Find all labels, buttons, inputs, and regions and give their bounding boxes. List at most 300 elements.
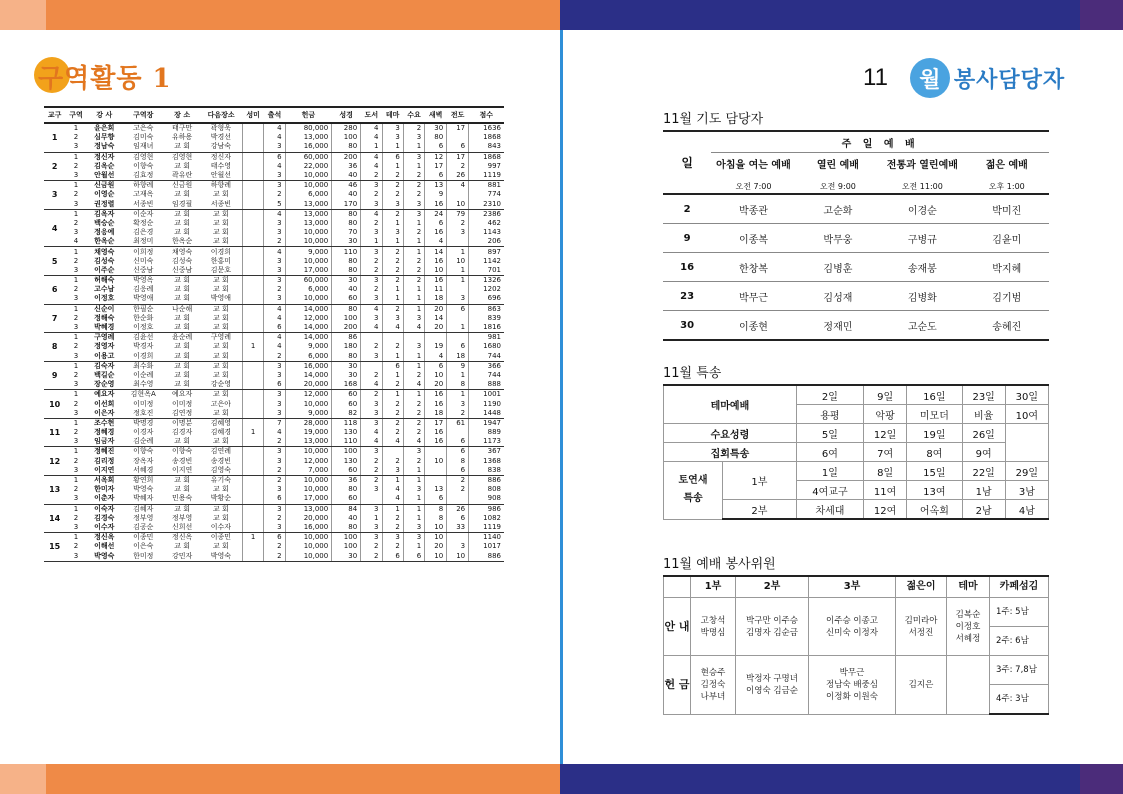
table-cell: 80 — [332, 485, 361, 494]
table-row — [663, 282, 1049, 311]
table-cell: 80 — [332, 209, 361, 219]
table-cell: 교 회 — [212, 342, 229, 351]
table-cell: 3 — [65, 466, 86, 476]
table-cell: 3 — [361, 314, 382, 323]
table-cell: 2 — [73, 133, 79, 142]
table-cell: 10,000 — [285, 485, 332, 494]
value-cell: 어옥회 — [907, 500, 962, 520]
table-row — [44, 285, 504, 294]
table-cell: 2 — [361, 171, 382, 181]
table-row — [44, 314, 504, 323]
table-cell: 84 — [332, 504, 361, 514]
column-header: 새벽 — [425, 107, 447, 123]
table-cell: 6 — [425, 142, 447, 152]
table-cell — [242, 361, 263, 371]
table-cell: 정호진 — [122, 409, 165, 419]
header-cell: 3부 — [809, 576, 896, 598]
table-cell — [242, 457, 263, 466]
table-cell: 하향례 — [133, 181, 154, 190]
table-cell: 3 — [382, 533, 403, 543]
table-cell: 1 — [382, 352, 403, 362]
table-cell — [242, 466, 263, 476]
table-cell: 10,000 — [285, 257, 332, 266]
service-name: 아침을 여는 예배 — [716, 160, 791, 171]
table-cell: 정신자 — [94, 152, 115, 161]
table-cell: 1 — [403, 285, 424, 294]
table-cell: 이수자 — [200, 523, 243, 533]
value-cell: 11여 — [864, 481, 907, 500]
table-cell: 13,000 — [285, 200, 332, 210]
cafe-cell: 2주: 6남 — [990, 627, 1049, 656]
table-cell: 2 — [361, 342, 382, 351]
table-cell: 이종민 — [133, 533, 154, 542]
table-cell: 한미자 — [94, 485, 115, 494]
table-cell: 이미정 — [172, 399, 193, 408]
table-cell: 2 — [382, 380, 403, 390]
table-cell: 1 — [361, 237, 382, 247]
offering-label: 헌 금 — [664, 656, 691, 715]
table-cell: 40 — [332, 514, 361, 523]
table-cell: 981 — [469, 333, 504, 343]
table-cell: 110 — [332, 247, 361, 257]
table-cell: 6 — [447, 142, 469, 152]
table-cell: 200 — [332, 323, 361, 333]
value-cell: 차세대 — [796, 500, 863, 520]
table-cell: 3 — [65, 294, 86, 304]
table-cell: 6 — [447, 437, 469, 447]
table-cell: 2 — [447, 475, 469, 485]
table-cell: 1 — [403, 504, 424, 514]
table-cell — [242, 475, 263, 485]
table-cell: 교 회 — [212, 285, 229, 294]
table-row — [44, 133, 504, 142]
table-cell: 1 — [403, 219, 424, 228]
table-cell: 2 — [361, 257, 382, 266]
left-page-title: 구역활동 1 — [38, 54, 172, 98]
table-cell: 4 — [361, 133, 382, 142]
table-cell: 80 — [332, 257, 361, 266]
table-cell: 6 — [382, 152, 403, 162]
table-cell: 2 — [382, 514, 403, 523]
table-cell: 심무향 — [94, 133, 115, 142]
table-cell: 3 — [403, 152, 424, 162]
table-cell: 김성숙 — [94, 256, 115, 265]
table-cell: 안월선 — [200, 171, 243, 181]
table-cell: 60 — [332, 399, 361, 408]
table-cell: 744 — [469, 352, 504, 362]
table-cell: 110 — [332, 437, 361, 447]
parish-number: 7 — [44, 304, 65, 333]
table-cell: 888 — [469, 380, 504, 390]
table-cell: 24 — [425, 209, 447, 219]
table-cell: 교 회 — [212, 218, 229, 227]
table-cell: 송경빈 — [172, 456, 193, 465]
table-cell: 신순이 — [94, 304, 115, 313]
table-cell: 22,000 — [285, 162, 332, 171]
table-row — [44, 533, 504, 543]
table-cell: 1202 — [469, 285, 504, 294]
parish-number: 2 — [44, 152, 65, 181]
table-cell: 3 — [361, 533, 382, 543]
sunday-worship-header: 주 일 예 배 — [711, 131, 1049, 153]
table-cell: 교 회 — [212, 276, 229, 285]
table-cell: 3 — [264, 371, 285, 380]
offering-cell: 박정자 구명녀 이영숙 김금순 — [736, 656, 809, 715]
table-cell: 6 — [425, 171, 447, 181]
table-cell: 10 — [425, 371, 447, 380]
table-cell: 교 회 — [212, 370, 229, 379]
table-row — [44, 123, 504, 133]
table-cell: 2 — [382, 181, 403, 191]
service-time: 오전 9:00 — [796, 179, 880, 194]
table-cell — [242, 266, 263, 276]
table-cell: 2 — [361, 475, 382, 485]
table-cell: 2 — [403, 409, 424, 419]
table-cell: 유기숙 — [210, 476, 231, 485]
table-row — [663, 194, 1049, 224]
table-cell: 임금자 — [87, 437, 122, 447]
table-cell: 교 회 — [174, 313, 191, 322]
column-header: 도서 — [361, 107, 382, 123]
table-row — [44, 542, 504, 551]
value-cell: 4남 — [1005, 500, 1048, 520]
person-cell: 박종관 — [711, 194, 795, 224]
table-cell: 예요자 — [172, 390, 193, 399]
service-name: 젊은 예배 — [985, 160, 1028, 171]
date-cell: 8일 — [864, 462, 907, 481]
table-cell: 이향숙 — [133, 447, 154, 456]
table-cell: 2386 — [469, 209, 504, 219]
table-cell: 30 — [332, 371, 361, 380]
date-cell: 12일 — [864, 424, 907, 443]
table-cell: 3 — [361, 247, 382, 257]
table-cell: 서종빈 — [122, 200, 165, 210]
value-cell: 13여 — [907, 481, 962, 500]
table-cell: 고수남 — [94, 285, 115, 294]
table-cell — [242, 514, 263, 523]
header-cell: 카페섬김 — [990, 576, 1049, 598]
table-cell: 2 — [73, 218, 79, 227]
table-cell: 3 — [403, 342, 424, 351]
table-row — [44, 504, 504, 514]
table-cell: 2 — [403, 276, 424, 286]
table-cell: 1 — [403, 514, 424, 523]
table-cell: 2 — [264, 542, 285, 551]
table-cell: 김옥순 — [94, 161, 115, 170]
table-cell: 3 — [264, 399, 285, 408]
table-cell: 김효정 — [122, 171, 165, 181]
table-cell — [447, 533, 469, 543]
page-title: 봉사담당자 — [953, 66, 1066, 93]
table-cell — [242, 352, 263, 362]
table-cell: 3 — [264, 457, 285, 466]
table-cell: 3 — [447, 542, 469, 551]
table-cell — [242, 228, 263, 237]
table-cell: 3 — [361, 200, 382, 210]
table-cell: 1 — [403, 352, 424, 362]
table-cell: 7,000 — [285, 466, 332, 476]
table-cell: 한순화 — [133, 313, 154, 322]
date-cell: 30일 — [1005, 385, 1048, 405]
table-cell: 13,000 — [285, 209, 332, 219]
table-cell: 6 — [447, 342, 469, 351]
table-row — [44, 323, 504, 333]
table-cell: 10 — [425, 551, 447, 561]
table-cell — [361, 361, 382, 371]
table-cell: 박혜자 — [122, 494, 165, 504]
table-cell: 10 — [447, 257, 469, 266]
table-cell: 이해선 — [94, 542, 115, 551]
table-cell: 2 — [361, 390, 382, 400]
table-cell: 12 — [425, 152, 447, 162]
table-cell: 13,000 — [285, 504, 332, 514]
table-cell: 3 — [264, 276, 285, 286]
table-cell — [361, 494, 382, 504]
table-cell: 4 — [382, 485, 403, 494]
table-cell: 3 — [264, 181, 285, 191]
table-row — [44, 380, 504, 390]
table-cell: 4 — [361, 162, 382, 171]
table-cell: 1 — [242, 533, 263, 543]
table-cell: 79 — [447, 209, 469, 219]
month-number: 11 — [863, 64, 888, 91]
table-cell: 10 — [425, 523, 447, 533]
table-cell: 2 — [73, 285, 79, 294]
table-cell: 838 — [469, 466, 504, 476]
table-cell: 2 — [73, 190, 79, 199]
day-cell: 9 — [663, 224, 711, 253]
table-cell: 6,000 — [285, 352, 332, 362]
table-cell: 3 — [264, 228, 285, 237]
table-cell: 강민자 — [165, 551, 200, 561]
table-cell: 1 — [382, 371, 403, 380]
table-row — [663, 224, 1049, 253]
table-cell: 6 — [382, 361, 403, 371]
table-cell: 3 — [65, 523, 86, 533]
table-cell: 4 — [264, 209, 285, 219]
table-cell: 2 — [403, 257, 424, 266]
column-header: 장 소 — [165, 107, 200, 123]
table-cell: 3 — [65, 323, 86, 333]
table-cell: 2 — [361, 466, 382, 476]
table-cell: 임재녀 — [122, 142, 165, 152]
table-row — [663, 311, 1049, 341]
table-cell: 3 — [382, 314, 403, 323]
table-cell: 40 — [332, 190, 361, 199]
column-header: 구역장 — [122, 107, 165, 123]
date-cell: 2일 — [796, 385, 863, 405]
table-cell — [242, 523, 263, 533]
table-cell: 김윤선 — [133, 333, 154, 342]
table-cell: 3 — [403, 485, 424, 494]
table-cell: 이주순 — [87, 266, 122, 276]
value-cell: 미모더 — [907, 405, 962, 424]
table-cell: 2 — [73, 256, 79, 265]
table-cell — [242, 123, 263, 133]
table-cell: 16 — [425, 428, 447, 437]
table-cell — [242, 437, 263, 447]
table-cell: 986 — [469, 504, 504, 514]
table-cell: 10,000 — [285, 181, 332, 191]
table-cell: 채영숙 — [172, 247, 193, 256]
table-row — [44, 485, 504, 494]
table-cell: 교 회 — [200, 237, 243, 247]
day-cell: 30 — [663, 311, 711, 341]
table-row — [44, 551, 504, 561]
table-cell — [242, 142, 263, 152]
value-cell: 6여 — [796, 443, 863, 462]
table-cell: 6 — [264, 533, 285, 543]
table-cell: 교 회 — [174, 218, 191, 227]
column-header: 수요 — [403, 107, 424, 123]
table-cell: 1 — [382, 162, 403, 171]
table-cell: 1 — [361, 514, 382, 523]
table-cell: 교 회 — [212, 513, 229, 522]
usher-cell: 박구만 이주승 김명자 김순금 — [736, 598, 809, 656]
table-cell: 3 — [361, 276, 382, 286]
table-cell: 1 — [403, 542, 424, 551]
table-cell: 10,000 — [285, 551, 332, 561]
table-cell: 교 회 — [174, 504, 191, 513]
table-cell: 26 — [447, 504, 469, 514]
person-cell: 박지혜 — [965, 253, 1049, 282]
value-cell: 4여교구 — [796, 481, 863, 500]
table-cell: 1868 — [469, 152, 504, 162]
table-cell: 696 — [469, 294, 504, 304]
table-cell: 1947 — [469, 418, 504, 428]
table-cell: 백승순 — [94, 218, 115, 227]
service-time: 오전 11:00 — [880, 179, 964, 194]
table-cell: 60,000 — [285, 276, 332, 286]
table-cell: 1448 — [469, 409, 504, 419]
table-cell — [242, 418, 263, 428]
table-cell — [447, 237, 469, 247]
day-cell: 23 — [663, 282, 711, 311]
table-cell: 2 — [382, 209, 403, 219]
table-cell — [425, 333, 447, 343]
table-cell: 이명분 — [172, 418, 193, 427]
table-cell: 4 — [403, 380, 424, 390]
table-cell: 1 — [403, 466, 424, 476]
table-cell: 80 — [332, 142, 361, 152]
table-cell: 908 — [469, 494, 504, 504]
table-cell: 2 — [73, 485, 79, 494]
table-cell: 9 — [447, 361, 469, 371]
table-cell: 4 — [403, 323, 424, 333]
table-cell: 16,000 — [285, 523, 332, 533]
table-cell: 1 — [447, 247, 469, 257]
table-cell: 80 — [332, 352, 361, 362]
table-cell: 1 — [242, 428, 263, 437]
table-cell: 윤은희 — [94, 124, 115, 133]
table-cell: 교 회 — [212, 542, 229, 551]
table-cell: 교 회 — [212, 228, 229, 237]
offering-cell: 박무근 정남숙 배중심 이정화 이원숙 — [809, 656, 896, 715]
offering-cell: 현승주 김정숙 나부녀 — [691, 656, 736, 715]
table-cell: 1 — [403, 237, 424, 247]
table-cell: 100 — [332, 447, 361, 457]
table-cell — [242, 494, 263, 504]
worship-staff-table — [663, 575, 1049, 715]
table-cell — [425, 475, 447, 485]
table-cell: 한옥순 — [165, 237, 200, 247]
table-cell: 1 — [403, 390, 424, 400]
table-cell — [425, 447, 447, 457]
table-cell: 이숙자 — [94, 504, 115, 513]
column-header: 강 사 — [87, 107, 122, 123]
table-cell: 3 — [447, 399, 469, 408]
table-cell: 1 — [73, 152, 79, 161]
table-cell: 2 — [361, 551, 382, 561]
table-cell: 3 — [264, 257, 285, 266]
table-cell: 정응예 — [94, 228, 115, 237]
table-cell: 이정호 — [87, 294, 122, 304]
table-cell: 4 — [264, 133, 285, 142]
table-cell: 744 — [469, 371, 504, 380]
table-cell: 교 회 — [212, 504, 229, 513]
table-cell: 4 — [264, 162, 285, 171]
table-cell: 정신옥 — [172, 533, 193, 542]
table-cell — [447, 314, 469, 323]
table-cell: 2 — [361, 219, 382, 228]
table-cell: 6 — [447, 447, 469, 457]
table-cell: 4 — [425, 352, 447, 362]
table-cell: 9,000 — [285, 342, 332, 351]
table-cell — [242, 485, 263, 494]
table-cell: 40 — [332, 171, 361, 181]
table-cell: 박영애 — [122, 294, 165, 304]
table-cell: 60 — [332, 294, 361, 304]
table-cell: 교 회 — [200, 323, 243, 333]
table-cell: 김영현 — [172, 152, 193, 161]
table-cell: 이수자 — [87, 523, 122, 533]
table-cell: 10,000 — [285, 447, 332, 457]
person-cell: 이경순 — [880, 194, 964, 224]
table-cell: 10,000 — [285, 542, 332, 551]
table-cell: 170 — [332, 200, 361, 210]
table-cell: 100 — [332, 314, 361, 323]
person-cell: 김성재 — [796, 282, 880, 311]
table-cell: 6 — [447, 304, 469, 314]
table-cell: 13,000 — [285, 133, 332, 142]
table-cell: 16,000 — [285, 361, 332, 371]
table-cell: 교 회 — [165, 294, 200, 304]
table-cell: 13 — [425, 181, 447, 191]
table-cell: 이은자 — [87, 409, 122, 419]
table-cell: 유하용 — [172, 133, 193, 142]
table-cell: 3 — [65, 171, 86, 181]
person-cell: 송혜진 — [965, 311, 1049, 341]
table-cell: 김응례 — [133, 285, 154, 294]
table-cell: 허해숙 — [94, 276, 115, 285]
table-cell: 1 — [447, 390, 469, 400]
table-cell: 4 — [361, 123, 382, 133]
table-cell: 김성숙 — [172, 256, 193, 265]
table-cell: 4 — [382, 437, 403, 447]
table-cell: 3 — [403, 209, 424, 219]
table-cell — [242, 304, 263, 314]
table-cell: 이종민 — [210, 533, 231, 542]
table-cell: 100 — [332, 133, 361, 142]
table-cell: 60,000 — [285, 152, 332, 162]
table-cell: 1 — [73, 447, 79, 456]
table-cell: 1 — [73, 247, 79, 256]
column-header: 전도 — [447, 107, 469, 123]
cafe-cell: 3주: 7,8남 — [990, 656, 1049, 685]
part1-label: 1부 — [723, 462, 797, 500]
table-cell: 130 — [332, 428, 361, 437]
table-cell: 17,000 — [285, 494, 332, 504]
